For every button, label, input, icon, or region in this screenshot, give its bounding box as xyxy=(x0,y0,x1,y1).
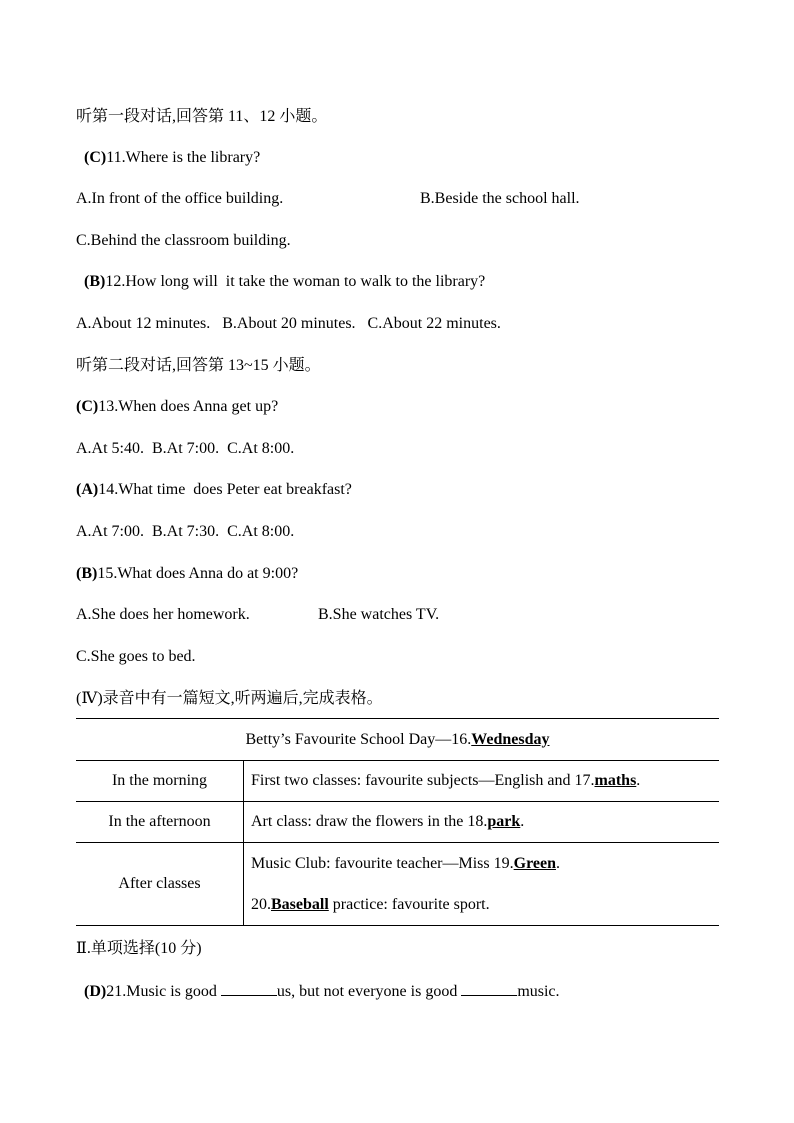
question-21-text: 21.Music is good xyxy=(106,983,221,1000)
question-21-end: music. xyxy=(517,983,560,1000)
answer-20: Baseball xyxy=(271,896,329,913)
question-12: (B)12.How long will it take the woman to walk to the library? xyxy=(84,273,486,290)
row-label: In the morning xyxy=(76,761,244,802)
section1-heading: 听第一段对话,回答第 11、12 小题。 xyxy=(76,108,328,125)
question-21-mid: us, but not everyone is good xyxy=(276,983,462,1000)
section2-heading: 听第二段对话,回答第 13~15 小题。 xyxy=(76,357,321,374)
answer-12: B xyxy=(89,273,100,290)
section4-heading: (Ⅳ)录音中有一篇短文,听两遍后,完成表格。 xyxy=(76,690,383,707)
row-label: After classes xyxy=(76,843,244,926)
options-14: A.At 7:00. B.At 7:30. C.At 8:00. xyxy=(76,523,295,540)
row-text-end: . xyxy=(520,813,525,830)
answer-17: maths xyxy=(594,772,637,789)
row-text-end: practice: favourite sport. xyxy=(328,896,490,913)
table-title-text: Betty’s Favourite School Day—16. xyxy=(245,730,472,748)
question-13: (C)13.When does Anna get up? xyxy=(76,398,279,415)
question-13-text: 13.When does Anna get up? xyxy=(98,398,279,415)
options-13: A.At 5:40. B.At 7:00. C.At 8:00. xyxy=(76,440,295,457)
question-15-text: 15.What does Anna do at 9:00? xyxy=(97,565,299,582)
table-row xyxy=(76,843,719,926)
answer-18: park xyxy=(487,813,521,830)
row-label: In the afternoon xyxy=(76,802,244,843)
row-value xyxy=(244,802,720,843)
option-11-c: C.Behind the classroom building. xyxy=(76,232,291,249)
table-row xyxy=(76,761,719,802)
row-text: Art class: draw the flowers in the 18. xyxy=(251,813,488,830)
row-line-2 xyxy=(251,884,719,925)
row-text: 20. xyxy=(251,896,271,913)
answer-11: C xyxy=(89,149,101,166)
question-12-text: 12.How long will it take the woman to walk to the library? xyxy=(105,273,486,290)
row-line-1 xyxy=(251,843,719,884)
table-title xyxy=(76,719,719,761)
row-text-end: . xyxy=(555,855,560,872)
answer-21: D xyxy=(89,983,101,1000)
table-row xyxy=(76,802,719,843)
row-value xyxy=(244,843,720,926)
question-11: (C)11.Where is the library? xyxy=(84,149,261,166)
part2-heading: Ⅱ.单项选择(10 分) xyxy=(76,940,202,957)
question-14-text: 14.What time does Peter eat breakfast? xyxy=(98,481,352,498)
options-12: A.About 12 minutes. B.About 20 minutes. C.About 22 minutes. xyxy=(76,315,501,332)
answer-blank xyxy=(461,981,517,996)
option-15-a: A.She does her homework. xyxy=(76,606,250,623)
row-text: Music Club: favourite teacher—Miss 19. xyxy=(251,855,514,872)
row-value xyxy=(244,761,720,802)
question-15: (B)15.What does Anna do at 9:00? xyxy=(76,565,299,582)
question-11-text: 11.Where is the library? xyxy=(106,149,261,166)
option-11-a: A.In front of the office building. xyxy=(76,190,284,207)
row-text-end: . xyxy=(636,772,641,789)
answer-16: Wednesday xyxy=(471,730,550,748)
answer-19: Green xyxy=(513,855,556,872)
row-text: First two classes: favourite subjects—English and 17. xyxy=(251,772,595,789)
answer-table xyxy=(76,718,719,926)
option-15-c: C.She goes to bed. xyxy=(76,648,196,665)
answer-15: B xyxy=(81,565,92,582)
question-14: (A)14.What time does Peter eat breakfast? xyxy=(76,481,352,498)
answer-13: C xyxy=(81,398,93,415)
question-21: (D)21.Music is good us, but not everyone is good music. xyxy=(84,983,560,1000)
option-15-b: B.She watches TV. xyxy=(318,606,440,623)
answer-14: A xyxy=(81,481,93,498)
option-11-b: B.Beside the school hall. xyxy=(420,190,580,207)
answer-blank xyxy=(221,981,277,996)
